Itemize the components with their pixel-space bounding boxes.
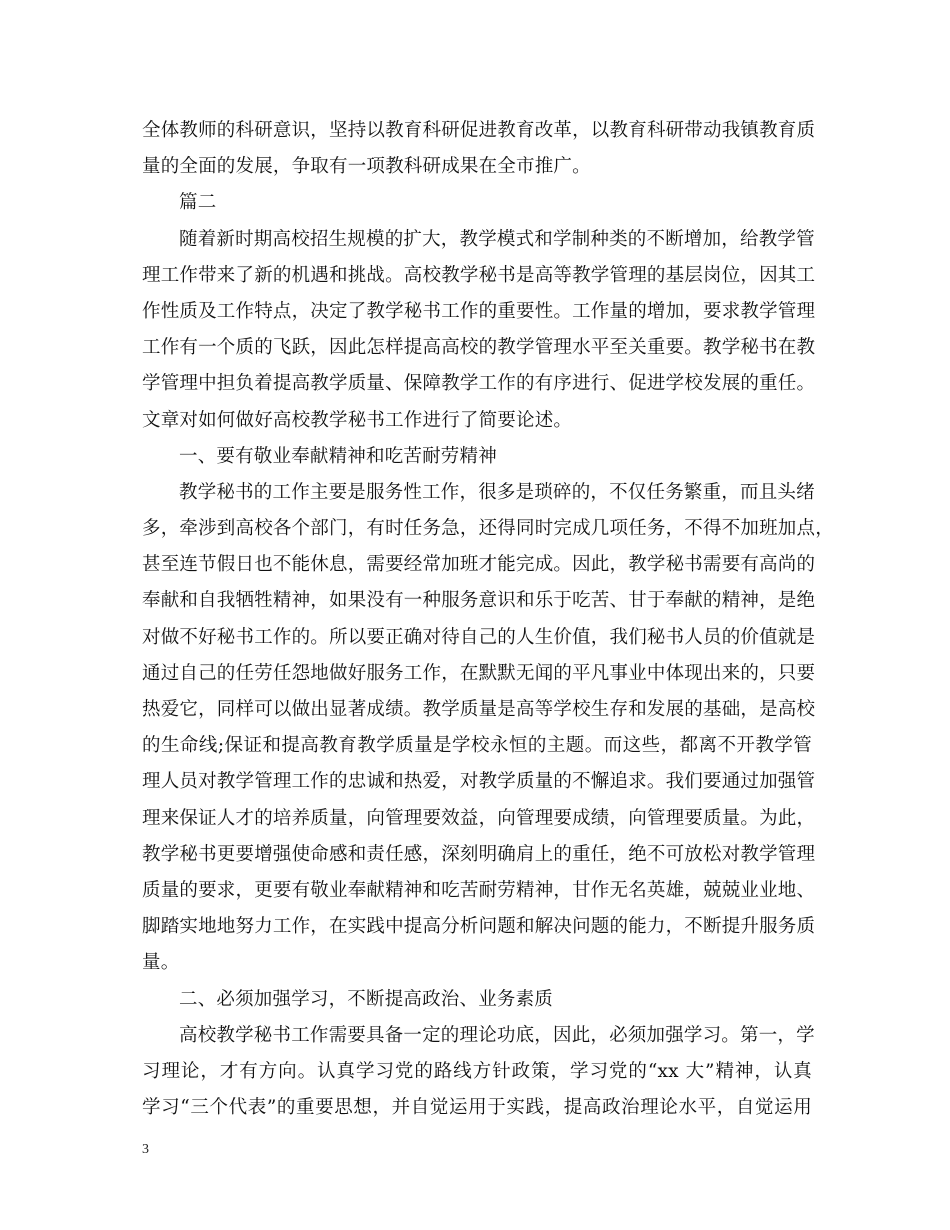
text-line: 随着新时期高校招生规模的扩大，教学模式和学制种类的不断增加，给教学管 <box>179 228 815 250</box>
document-body <box>142 113 834 1126</box>
text-line: 教学秘书更要增强使命感和责任感，深刻明确肩上的重任，绝不可放松对教学管理 <box>142 843 816 865</box>
text-line: 热爱它，同样可以做出显著成绩。教学质量是高等学校生存和发展的基础，是高校 <box>142 699 816 720</box>
text-line: 一、要有敬业奉献精神和吃苦耐劳精神 <box>179 445 497 467</box>
text-line: 文章对如何做好高校教学秘书工作进行了简要论述。 <box>142 409 573 431</box>
text-line: 脚踏实地地努力工作，在实践中提高分析问题和解决问题的能力，不断提升服务质 <box>142 916 816 938</box>
text-line: 二、必须加强学习，不断提高政治、业务素质 <box>179 988 554 1010</box>
text-line: 全体教师的科研意识，坚持以教育科研促进教育改革，以教育科研带动我镇教育质 <box>142 120 816 141</box>
text-line: 工作有一个质的飞跃，因此怎样提高高校的教学管理水平至关重要。教学秘书在教 <box>142 337 816 359</box>
text-line: 甚至连节假日也不能休息，需要经常加班才能完成。因此，教学秘书需要有高尚的 <box>142 554 816 576</box>
text-line: 的生命线;保证和提高教育教学质量是学校永恒的主题。而这些，都离不开教学管 <box>142 735 812 757</box>
text-line: 作性质及工作特点，决定了教学秘书工作的重要性。工作量的增加，要求教学管理 <box>142 300 816 322</box>
page-number: 3 <box>142 1142 149 1157</box>
text-line: 高校教学秘书工作需要具备一定的理论功底，因此，必须加强学习。第一，学 <box>179 1024 815 1046</box>
text-line: 理人员对教学管理工作的忠诚和热爱，对教学质量的不懈追求。我们要通过加强管 <box>142 771 816 793</box>
text-line: 理工作带来了新的机遇和挑战。高校教学秘书是高等教学管理的基层岗位，因其工 <box>142 264 816 286</box>
text-line: 量。 <box>142 952 180 974</box>
text-line: 理来保证人才的培养质量，向管理要效益，向管理要成绩，向管理要质量。为此， <box>142 807 816 829</box>
text-line: 多，牵涉到高校各个部门，有时任务急，还得同时完成几项任务，不得不加班加点， <box>142 518 834 540</box>
text-line: 学管理中担负着提高教学质量、保障教学工作的有序进行、促进学校发展的重任。 <box>142 373 816 395</box>
text-line: 学习“三个代表”的重要思想，并自觉运用于实践，提高政治理论水平，自觉运用 <box>142 1097 812 1119</box>
text-line: 质量的要求，更要有敬业奉献精神和吃苦耐劳精神，甘作无名英雄，兢兢业业地、 <box>142 879 816 901</box>
text-line: 教学秘书的工作主要是服务性工作，很多是琐碎的，不仅任务繁重，而且头绪 <box>179 481 815 503</box>
text-line: 量的全面的发展，争取有一项教科研成果在全市推广。 <box>142 156 591 178</box>
text-line: 篇二 <box>179 192 217 214</box>
text-line: 对做不好秘书工作的。所以要正确对待自己的人生价值，我们秘书人员的价值就是 <box>142 626 816 648</box>
text-line: 奉献和自我牺牲精神，如果没有一种服务意识和乐于吃苦、甘于奉献的精神，是绝 <box>142 590 816 612</box>
text-line: 习理论，才有方向。认真学习党的路线方针政策，学习党的“xx 大”精神，认真 <box>142 1060 812 1082</box>
text-line: 通过自己的任劳任怨地做好服务工作，在默默无闻的平凡事业中体现出来的，只要 <box>142 662 816 684</box>
